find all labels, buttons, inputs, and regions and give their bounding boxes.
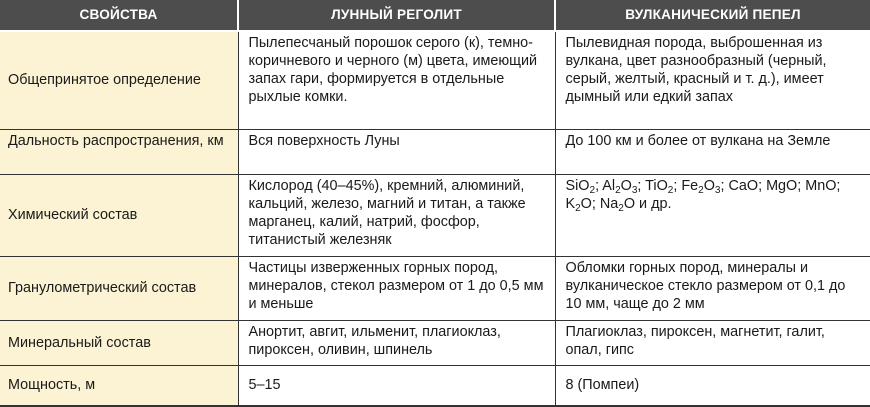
header-lunar-regolith: ЛУННЫЙ РЕГОЛИТ — [238, 0, 555, 31]
property-cell: Дальность распространения, км — [0, 129, 238, 174]
formula-subscript: 2 — [667, 184, 674, 196]
property-cell: Химический состав — [0, 174, 238, 257]
formula-part: O — [703, 177, 715, 194]
formula-part: ; — [637, 177, 646, 194]
ash-cell: Пылевидная порода, выброшенная из вулкана, цвет разнообразный (черный, серый, желтый, красный и т. д.), имеет дымный или едкий запах — [555, 31, 870, 129]
table-row — [0, 365, 870, 406]
property-cell: Общепринятое определение — [0, 31, 238, 129]
regolith-cell: Кислород (40–45%), кремний, алюминий, кальций, железо, магний и титан, а также марганец, калий, натрий, фосфор, титанистый железняк — [238, 174, 555, 257]
regolith-cell: 5–15 — [238, 365, 555, 406]
formula-subscript: 3 — [714, 184, 721, 196]
formula-part: SiO — [565, 177, 590, 194]
formula-subscript: 3 — [631, 184, 638, 196]
header-properties: СВОЙСТВА — [0, 0, 238, 31]
regolith-cell: Вся поверхность Луны — [238, 129, 555, 174]
formula-part: ; CaO; MgO; MnO; — [720, 177, 841, 194]
formula-part: O — [623, 195, 636, 212]
table-row — [0, 320, 870, 365]
formula-part: ; — [595, 177, 603, 194]
formula-part: TiO — [645, 177, 668, 194]
header-row — [0, 0, 870, 31]
table-row — [0, 257, 870, 320]
regolith-cell: Пылепесчаный порошок серого (к), темно-коричневого и черного (м) цвета, имеющий запах гари, формируется в отдельные рыхлые комки. — [238, 31, 555, 129]
formula-part: O — [620, 177, 632, 194]
table-row — [0, 129, 870, 174]
ash-cell: 8 (Помпеи) — [555, 365, 870, 406]
ash-cell: Обломки горных пород, минералы и вулканическое стекло размером от 0,1 до 10 мм, чаще до 2 мм — [555, 257, 870, 320]
formula-part: O — [580, 195, 592, 212]
formula-part: ; — [591, 195, 600, 212]
property-cell: Гранулометрический состав — [0, 257, 238, 320]
formula-subscript: 2 — [575, 202, 581, 214]
formula-subscript: 2 — [615, 184, 621, 196]
formula-subscript: 2 — [698, 184, 704, 196]
property-cell: Минеральный состав — [0, 320, 238, 365]
formula-subscript: 2 — [618, 202, 624, 214]
property-cell: Мощность, м — [0, 365, 238, 406]
formula-part: K — [565, 195, 576, 212]
ash-cell: Плагиоклаз, пироксен, магнетит, галит, опал, гипс — [555, 320, 870, 365]
formula-part: Fe — [681, 177, 699, 194]
header-volcanic-ash: ВУЛКАНИЧЕСКИЙ ПЕПЕЛ — [555, 0, 870, 31]
regolith-cell: Частицы изверженных горных пород, минералов, стекол размером от 1 до 0,5 мм и меньше — [238, 257, 555, 320]
formula-subscript: 2 — [589, 184, 596, 196]
ash-cell: До 100 км и более от вулкана на Земле — [555, 129, 870, 174]
formula-part: Na — [599, 195, 619, 212]
formula-part: и др. — [635, 195, 672, 212]
regolith-cell: Анортит, авгит, ильменит, плагиоклаз, пироксен, оливин, шпинель — [238, 320, 555, 365]
formula-part: Al — [602, 177, 616, 194]
formula-part: ; — [673, 177, 682, 194]
ash-chemical-formula-cell — [555, 174, 870, 257]
table-row — [0, 174, 870, 257]
table-row — [0, 31, 870, 129]
